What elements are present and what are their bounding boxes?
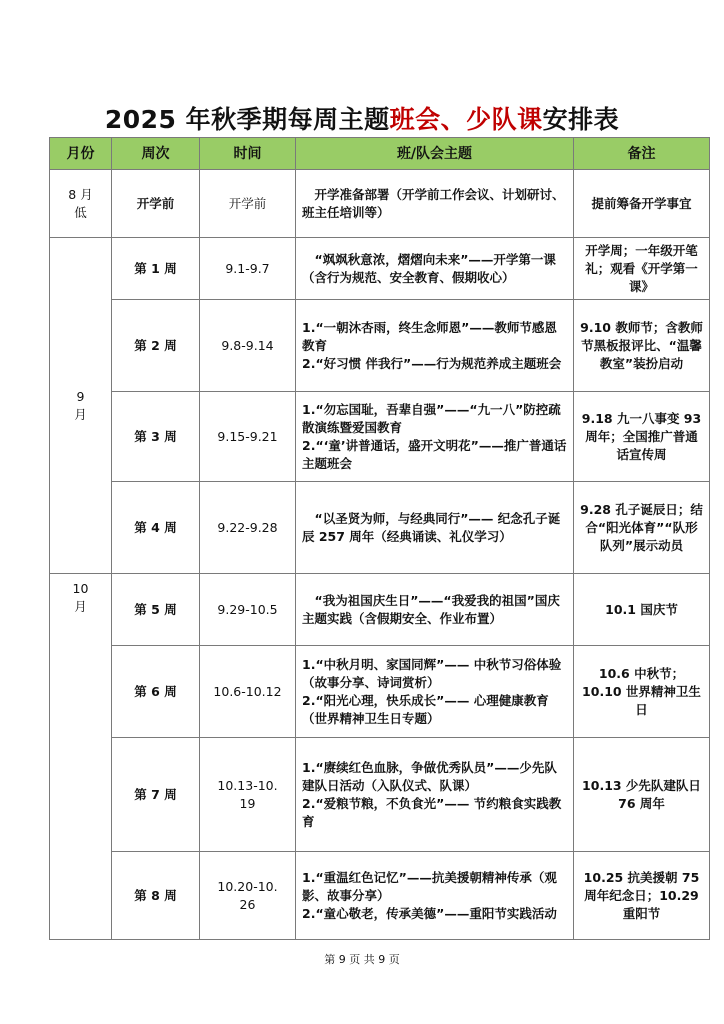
topic-line: “飒飒秋意浓，熠熠向未来”——开学第一课（含行为规范、安全教育、假期收心） [302, 251, 556, 285]
cell-week: 第 6 周 [112, 646, 200, 738]
schedule-table [49, 137, 710, 940]
cell-topic [296, 646, 574, 738]
cell-note: 9.28 孔子诞辰日；结合“阳光体育”“队形队列”展示动员 [574, 482, 710, 574]
cell-topic [296, 392, 574, 482]
cell-note: 10.1 国庆节 [574, 574, 710, 646]
topic-line: 1.“勿忘国耻，吾辈自强”——“九一八”防控疏散演练暨爱国教育 [302, 401, 561, 435]
topic-line: 2.“爱粮节粮，不负食光”—— 节约粮食实践教育 [302, 795, 562, 829]
cell-topic [296, 738, 574, 852]
topic-line: “我为祖国庆生日”——“我爱我的祖国”国庆主题实践（含假期安全、作业布置） [302, 592, 560, 626]
topic-line: “以圣贤为师，与经典同行”—— 纪念孔子诞辰 257 周年（经典诵读、礼仪学习） [302, 510, 561, 544]
header-month: 月份 [50, 138, 112, 170]
title-part1: 2025 年秋季期每周主题 [104, 105, 390, 134]
cell-time: 10.6-10.12 [200, 646, 296, 738]
title-part2: 安排表 [542, 105, 620, 134]
cell-note: 10.13 少先队建队日 76 周年 [574, 738, 710, 852]
cell-month: 10 月 [50, 574, 112, 940]
cell-note: 提前筹备开学事宜 [574, 170, 710, 238]
cell-topic [296, 482, 574, 574]
topic-line: 开学准备部署（开学前工作会议、计划研讨、班主任培训等） [302, 186, 565, 220]
table-row [50, 392, 710, 482]
cell-month: 9 月 [50, 238, 112, 574]
cell-month: 8 月 低 [50, 170, 112, 238]
cell-week: 第 1 周 [112, 238, 200, 300]
table-row [50, 170, 710, 238]
header-note: 备注 [574, 138, 710, 170]
table-row [50, 300, 710, 392]
topic-line: 1.“中秋月明、家国同辉”—— 中秋节习俗体验（故事分享、诗词赏析） [302, 656, 562, 690]
topic-line: 1.“一朝沐杏雨，终生念师恩”——教师节感恩教育 [302, 319, 557, 353]
cell-note: 9.10 教师节；含教师节黑板报评比、“温馨教室”装扮启动 [574, 300, 710, 392]
title-highlight: 班会、少队课 [389, 105, 543, 134]
cell-time: 9.29-10.5 [200, 574, 296, 646]
topic-line: 1.“重温红色记忆”——抗美援朝精神传承（观影、故事分享） [302, 869, 557, 903]
cell-week: 第 2 周 [112, 300, 200, 392]
cell-week: 第 5 周 [112, 574, 200, 646]
cell-time: 9.1-9.7 [200, 238, 296, 300]
cell-topic [296, 852, 574, 940]
cell-time: 开学前 [200, 170, 296, 238]
cell-topic [296, 170, 574, 238]
cell-time: 10.13-10. 19 [200, 738, 296, 852]
table-row [50, 646, 710, 738]
cell-week: 第 3 周 [112, 392, 200, 482]
topic-line: 2.“‘童’讲普通话，盛开文明花”——推广普通话主题班会 [302, 437, 567, 471]
header-row [50, 138, 710, 170]
page-footer: 第 9 页 共 9 页 [324, 953, 400, 966]
cell-note: 10.25 抗美援朝 75 周年纪念日；10.29 重阳节 [574, 852, 710, 940]
header-week: 周次 [112, 138, 200, 170]
cell-week: 第 7 周 [112, 738, 200, 852]
cell-time: 9.22-9.28 [200, 482, 296, 574]
header-topic: 班/队会主题 [296, 138, 574, 170]
cell-note: 开学周；一年级开笔礼；观看《开学第一课》 [574, 238, 710, 300]
table-row [50, 238, 710, 300]
cell-topic [296, 238, 574, 300]
cell-note: 10.6 中秋节；10.10 世界精神卫生日 [574, 646, 710, 738]
topic-line: 2.“好习惯 伴我行”——行为规范养成主题班会 [302, 355, 562, 371]
table-row [50, 574, 710, 646]
topic-line: 2.“童心敬老，传承美德”——重阳节实践活动 [302, 905, 557, 921]
table-row [50, 482, 710, 574]
cell-note: 9.18 九一八事变 93 周年；全国推广普通话宣传周 [574, 392, 710, 482]
cell-time: 9.8-9.14 [200, 300, 296, 392]
table-row [50, 738, 710, 852]
cell-time: 9.15-9.21 [200, 392, 296, 482]
cell-topic [296, 574, 574, 646]
cell-week: 第 8 周 [112, 852, 200, 940]
topic-line: 1.“赓续红色血脉，争做优秀队员”——少先队建队日活动（入队仪式、队课） [302, 759, 557, 793]
cell-time: 10.20-10. 26 [200, 852, 296, 940]
table-row [50, 852, 710, 940]
cell-topic [296, 300, 574, 392]
schedule-body [50, 170, 710, 940]
page-title [0, 100, 724, 136]
topic-line: 2.“阳光心理，快乐成长”—— 心理健康教育（世界精神卫生日专题） [302, 692, 549, 726]
cell-week: 第 4 周 [112, 482, 200, 574]
header-time: 时间 [200, 138, 296, 170]
cell-week: 开学前 [112, 170, 200, 238]
